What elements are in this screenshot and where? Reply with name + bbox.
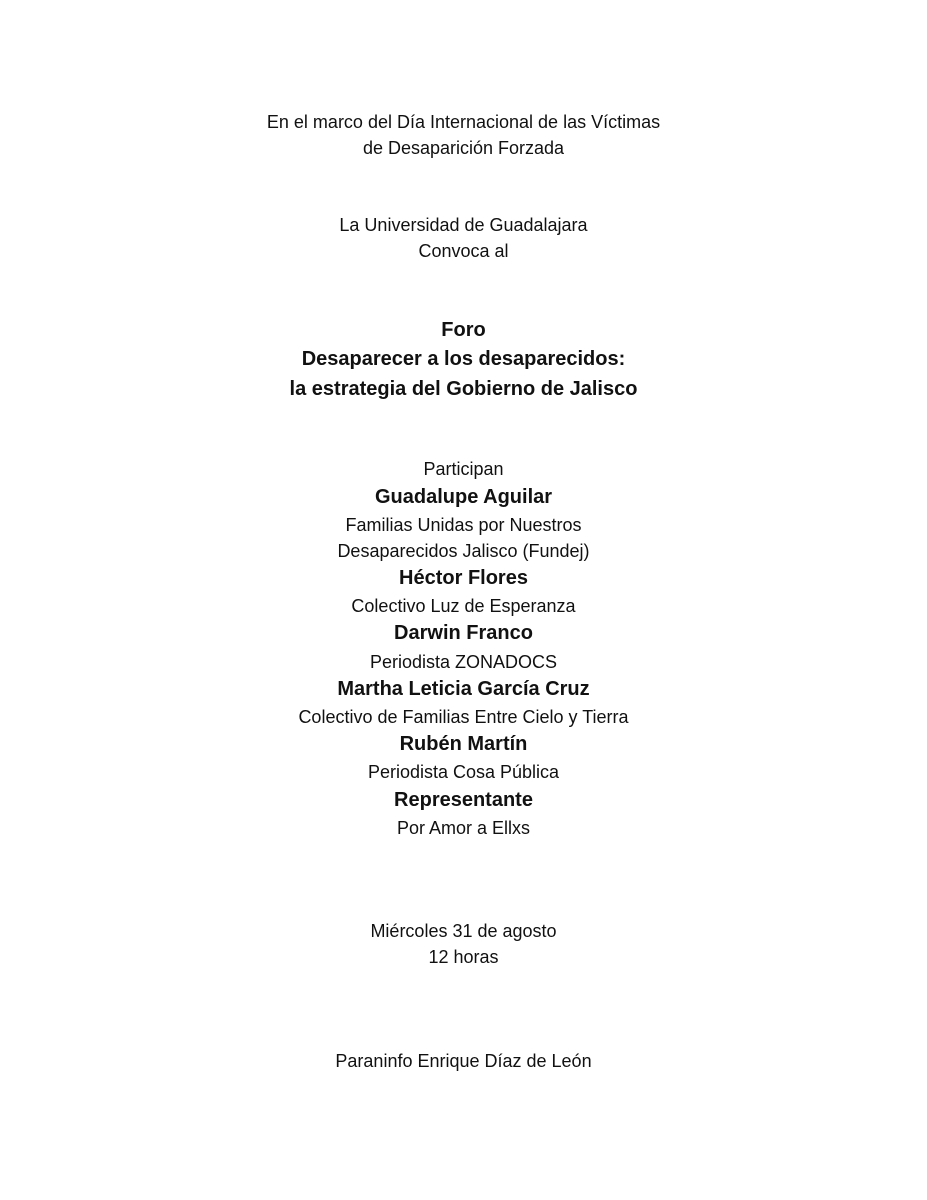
participant-name: Héctor Flores <box>399 567 528 589</box>
organizer-line-2: Convoca al <box>418 241 509 261</box>
participant-affiliation: Colectivo Luz de Esperanza <box>351 596 576 616</box>
event-type: Foro <box>441 319 486 341</box>
participant-name: Guadalupe Aguilar <box>374 486 553 508</box>
participants-heading: Participan <box>423 459 504 479</box>
participant-name: Rubén Martín <box>399 733 528 755</box>
intro-line-1: En el marco del Día Internacional de las Víctimas <box>266 112 661 132</box>
event-title-line-2: la estrategia del Gobierno de Jalisco <box>289 378 638 400</box>
event-venue: Paraninfo Enrique Díaz de León <box>335 1051 592 1071</box>
participant-affiliation: Por Amor a Ellxs <box>396 818 531 838</box>
participant-affiliation: Desaparecidos Jalisco (Fundej) <box>337 541 590 561</box>
participant-name: Darwin Franco <box>394 622 533 644</box>
participant-name: Representante <box>394 789 533 811</box>
participant-name: Martha Leticia García Cruz <box>337 678 590 700</box>
participant-affiliation: Familias Unidas por Nuestros <box>345 515 582 535</box>
participant-affiliation: Colectivo de Familias Entre Cielo y Tierra <box>298 707 629 727</box>
organizer-line-1: La Universidad de Guadalajara <box>339 215 588 235</box>
participant-affiliation: Periodista Cosa Pública <box>367 762 560 782</box>
intro-line-2: de Desaparición Forzada <box>362 138 565 158</box>
event-time: 12 horas <box>428 947 499 967</box>
participant-affiliation: Periodista ZONADOCS <box>369 652 558 672</box>
event-title-line-1: Desaparecer a los desaparecidos: <box>301 348 626 370</box>
event-date: Miércoles 31 de agosto <box>370 921 557 941</box>
